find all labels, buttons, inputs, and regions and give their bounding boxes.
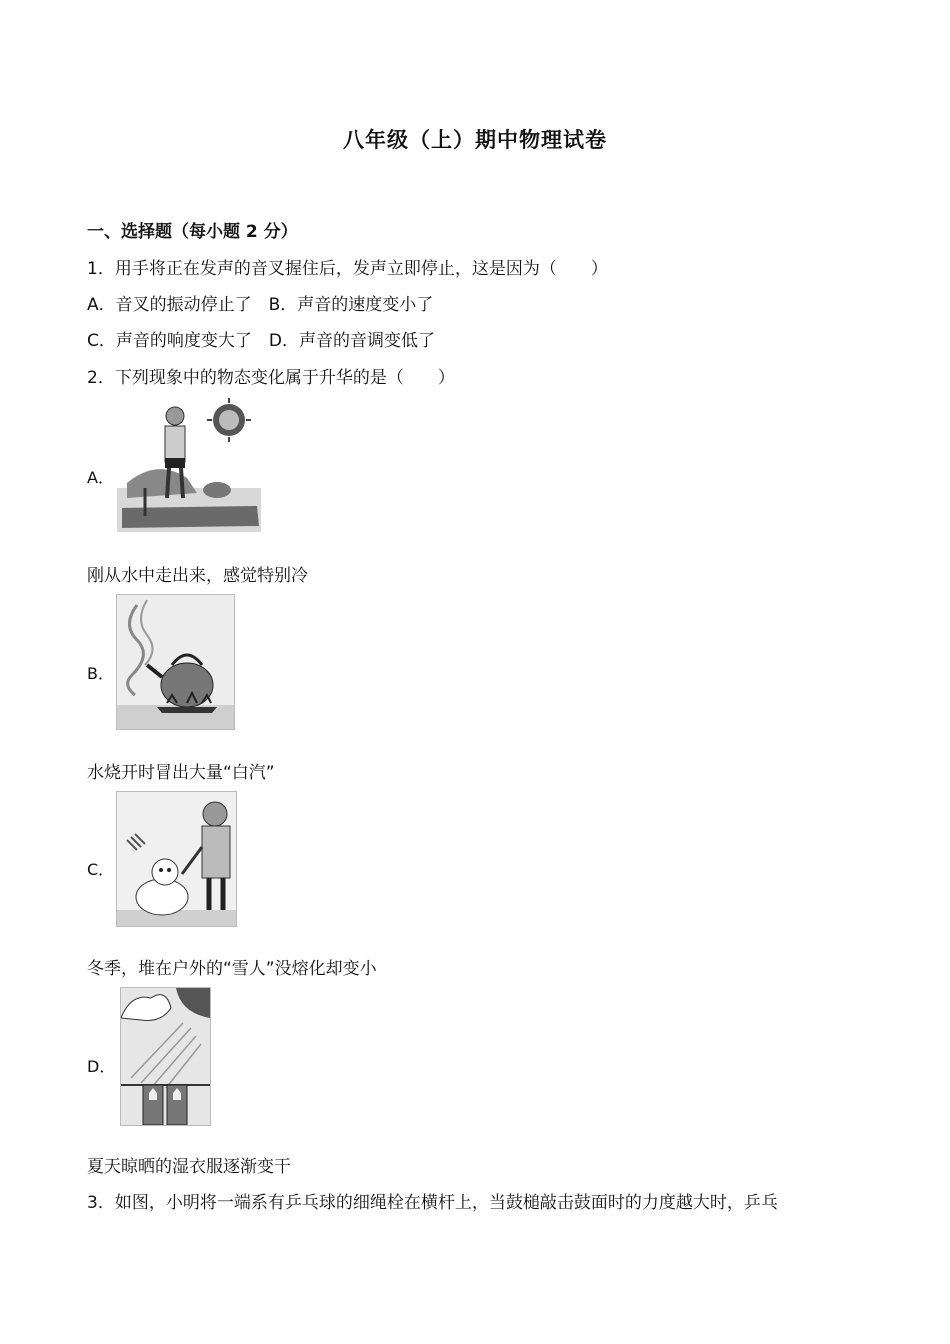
option-a-caption: 刚从水中走出来，感觉特别冷 [87,566,308,586]
kettle-steam-picture [116,594,235,730]
option-b-caption: 水烧开时冒出大量“白汽” [87,763,275,783]
question-2-stem: 2．下列现象中的物态变化属于升华的是（ ） [87,368,455,388]
option-d-caption: 夏天晾晒的湿衣服逐渐变干 [87,1157,291,1177]
option-c-letter: C． [87,860,115,879]
option-b-letter: B． [87,664,114,683]
snowman-child-picture [116,791,237,927]
section-heading: 一、选择题（每小题 2 分） [87,222,298,242]
page-title: 八年级（上）期中物理试卷 [343,128,607,152]
drying-clothes-picture [120,987,211,1126]
swimmer-sun-picture [117,398,261,532]
question-3-stem: 3．如图，小明将一端系有乒乓球的细绳栓在横杆上，当鼓槌敲击鼓面时的力度越大时，乒乓 [87,1193,778,1213]
option-c-caption: 冬季，堆在户外的“雪人”没熔化却变小 [87,959,377,979]
question-1-options-cd: C．声音的响度变大了 D．声音的音调变低了 [87,331,435,351]
question-1-options-ab: A．音叉的振动停止了 B．声音的速度变小了 [87,295,434,315]
option-d-letter: D． [87,1057,116,1076]
question-1-stem: 1．用手将正在发声的音叉握住后，发声立即停止，这是因为（ ） [87,259,608,279]
option-a-letter: A． [87,468,114,487]
